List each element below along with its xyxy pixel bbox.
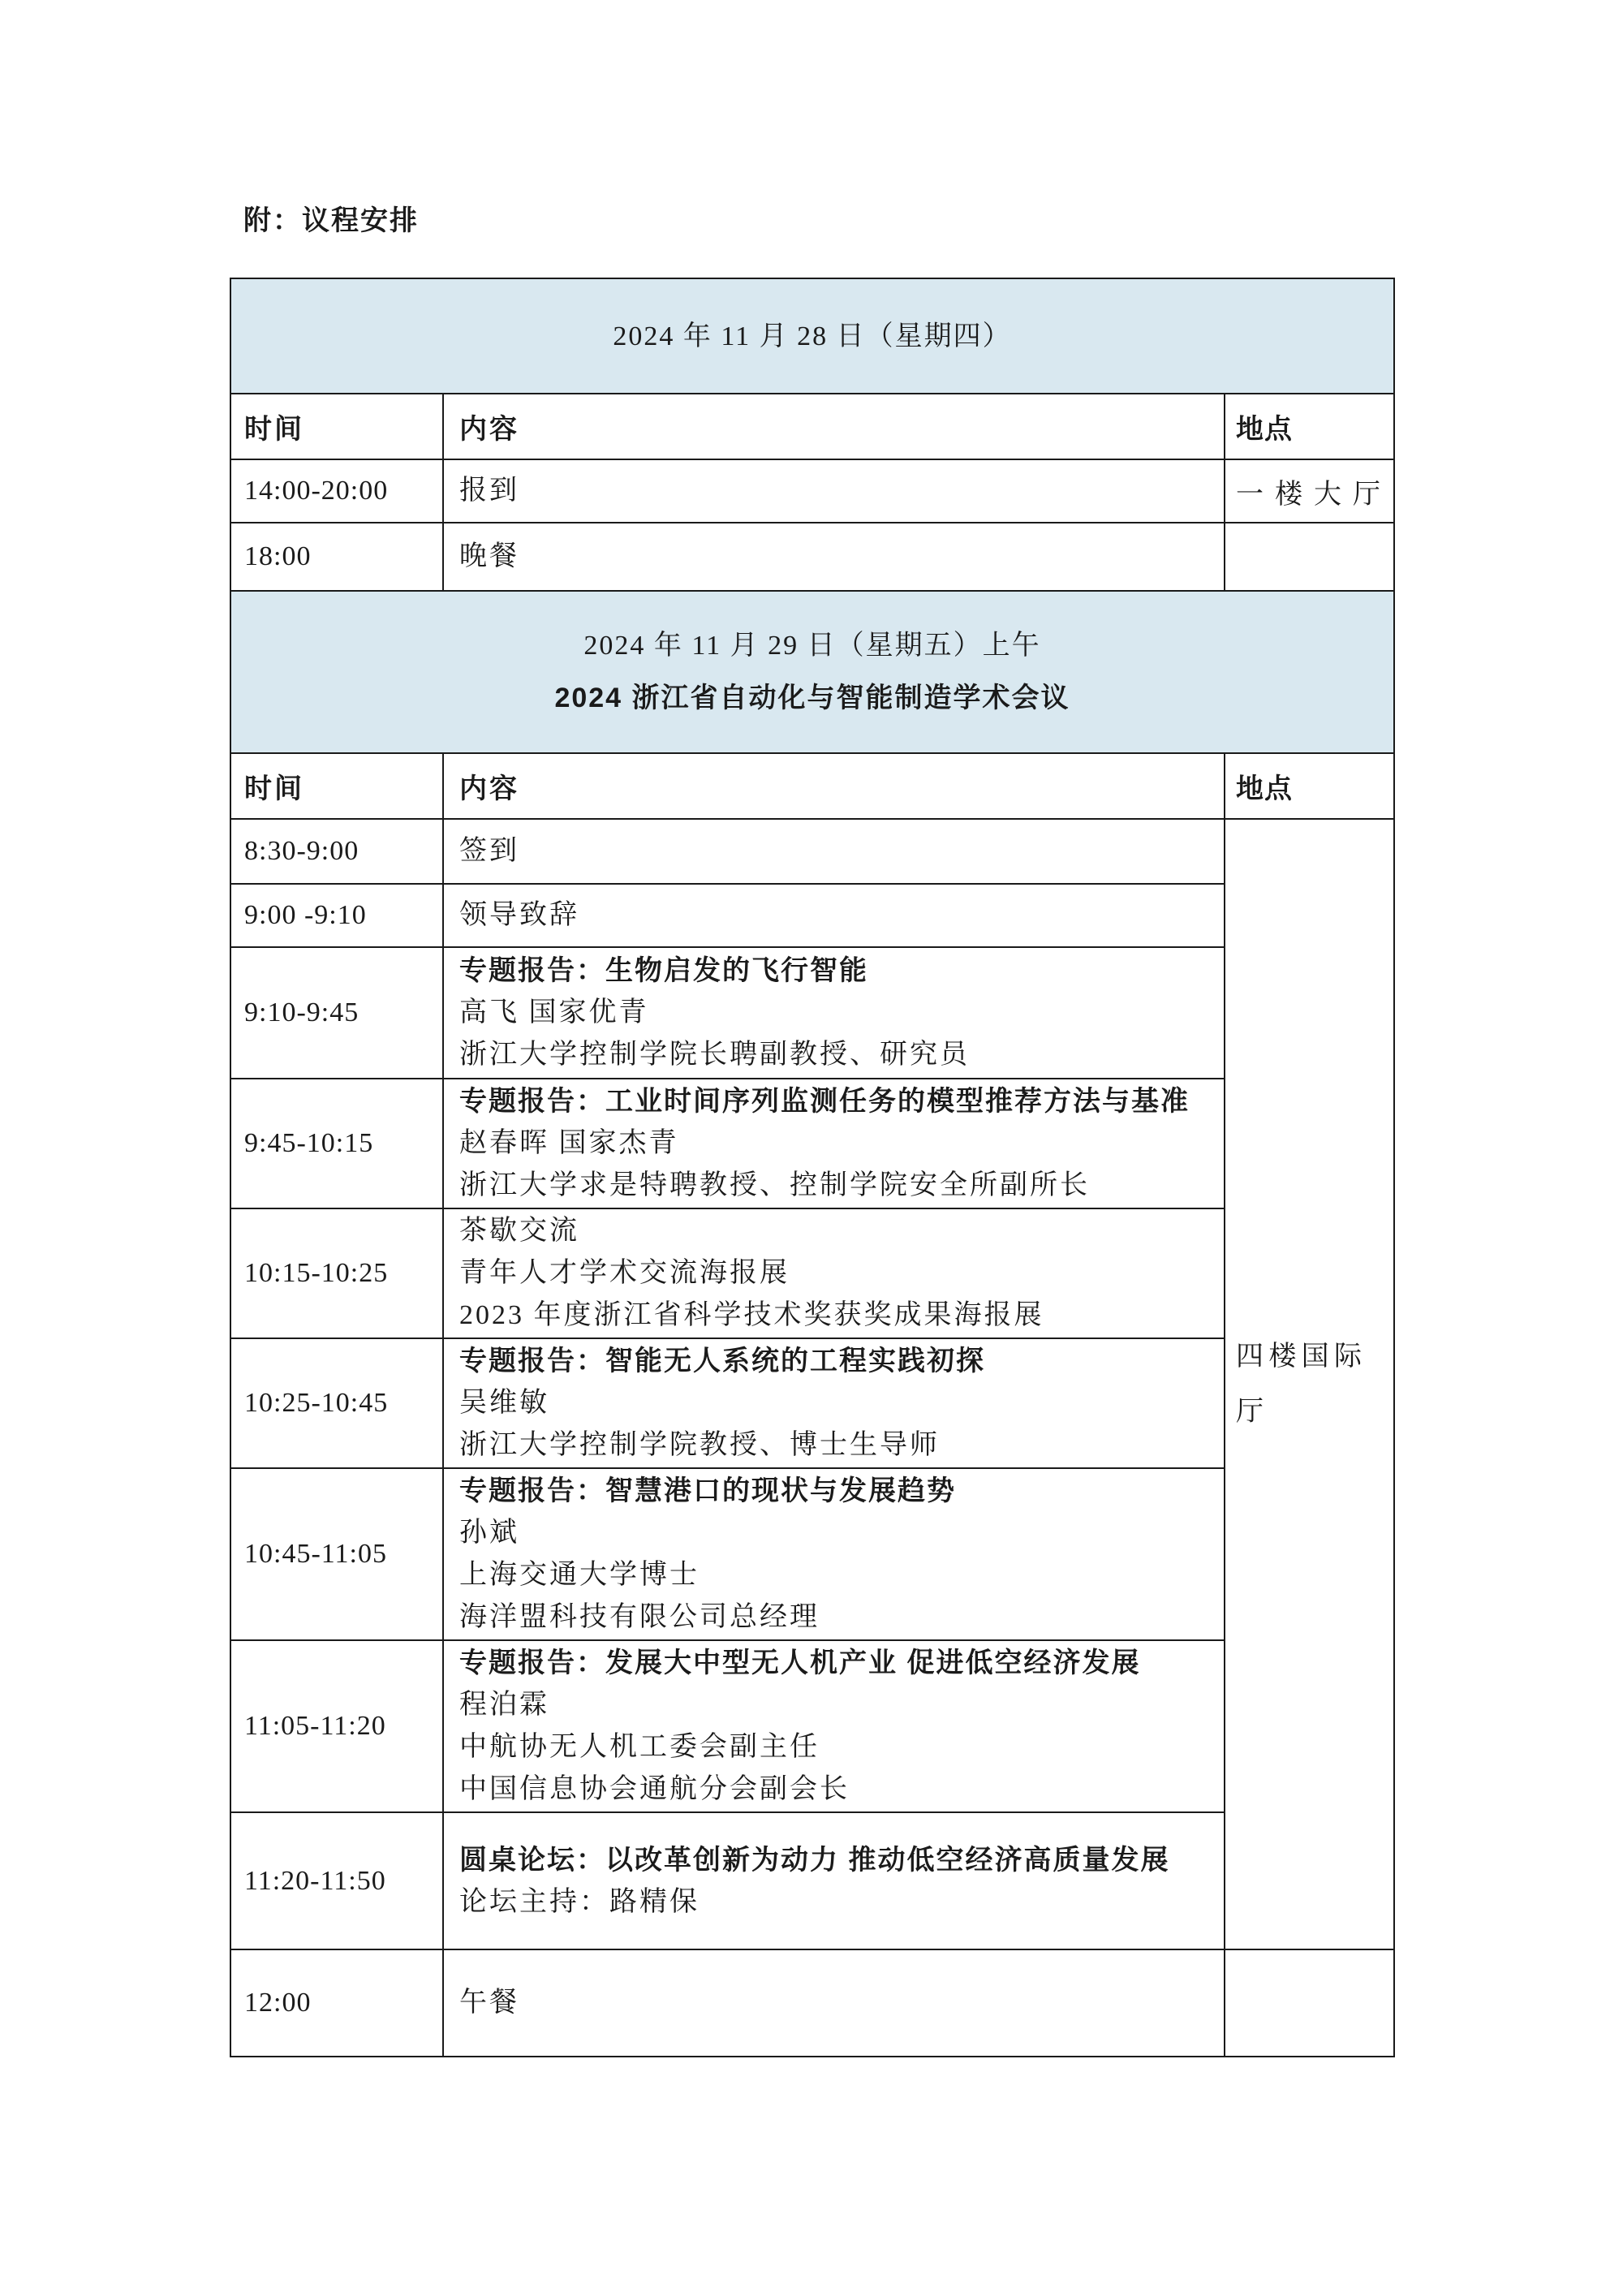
content-line: 茶歇交流 [459, 1216, 579, 1246]
section1-date-header-row [230, 278, 1394, 394]
table-row [230, 884, 1394, 947]
column-header-location: 地点 [1225, 753, 1394, 819]
time-cell: 10:15-10:25 [230, 1208, 443, 1338]
merged-location-cell [1225, 819, 1394, 1949]
section1-date-header [230, 278, 1394, 394]
content-cell [443, 1208, 1225, 1338]
table-row [230, 1949, 1394, 2057]
time-cell: 10:45-11:05 [230, 1468, 443, 1640]
content-cell [443, 459, 1225, 523]
table-row [230, 1812, 1394, 1949]
time-cell: 9:00 -9:10 [230, 884, 443, 947]
time-cell: 10:25-10:45 [230, 1338, 443, 1468]
time-cell: 18:00 [230, 523, 443, 591]
time-cell: 9:45-10:15 [230, 1079, 443, 1208]
session-title-line: 专题报告：发展大中型无人机产业 促进低空经济发展 [459, 1648, 1141, 1678]
speaker-line: 吴维敏 [459, 1388, 549, 1418]
table-row [230, 1640, 1394, 1812]
content-line: 青年人才学术交流海报展 [459, 1258, 790, 1288]
affiliation-line: 中国信息协会通航分会副会长 [459, 1774, 850, 1804]
location-cell [1225, 459, 1394, 523]
table-row [230, 819, 1394, 884]
table-row [230, 1208, 1394, 1338]
speaker-line: 程泊霖 [459, 1690, 549, 1720]
moderator-line: 论坛主持：路精保 [459, 1886, 700, 1917]
table-row [230, 1338, 1394, 1468]
time-cell: 11:05-11:20 [230, 1640, 443, 1812]
column-header-location: 地点 [1225, 394, 1394, 459]
content-cell [443, 947, 1225, 1079]
section2-date-header [230, 591, 1394, 753]
column-header-time: 时间 [230, 753, 443, 819]
affiliation-line: 上海交通大学博士 [459, 1560, 700, 1590]
section2-date-header-row [230, 591, 1394, 753]
content-cell [443, 1468, 1225, 1640]
table-row [230, 947, 1394, 1079]
time-cell: 11:20-11:50 [230, 1812, 443, 1949]
time-cell: 8:30-9:00 [230, 819, 443, 884]
agenda-table-container [230, 278, 1395, 2057]
content-cell [443, 1812, 1225, 1949]
affiliation-line: 浙江大学控制学院长聘副教授、研究员 [459, 1040, 970, 1070]
content-line: 2023 年度浙江省科学技术奖获奖成果海报展 [459, 1300, 1044, 1330]
location-cell-empty [1225, 523, 1394, 591]
content-cell [443, 884, 1225, 947]
table-row [230, 1079, 1394, 1208]
affiliation-line: 浙江大学控制学院教授、博士生导师 [459, 1430, 940, 1460]
time-cell: 14:00-20:00 [230, 459, 443, 523]
section1-column-header-row [230, 394, 1394, 459]
agenda-table [230, 278, 1395, 2057]
content-line: 晚餐 [459, 541, 519, 571]
affiliation-line: 中航协无人机工委会副主任 [459, 1732, 820, 1762]
column-header-time: 时间 [230, 394, 443, 459]
content-line: 签到 [459, 836, 519, 866]
content-line: 报到 [459, 476, 519, 506]
content-cell [443, 1949, 1225, 2057]
date-line: 2024 年 11 月 29 日（星期五）上午 [583, 631, 1041, 661]
content-line: 领导致辞 [459, 900, 579, 930]
location-text: 一楼大厅 [1236, 479, 1392, 510]
time-cell: 9:10-9:45 [230, 947, 443, 1079]
column-header-content: 内容 [443, 753, 1225, 819]
speaker-line: 高飞 国家优青 [459, 997, 649, 1027]
conference-name-line: 2024 浙江省自动化与智能制造学术会议 [554, 683, 1070, 713]
affiliation-line: 海洋盟科技有限公司总经理 [459, 1602, 820, 1632]
time-cell: 12:00 [230, 1949, 443, 2057]
column-header-content: 内容 [443, 394, 1225, 459]
table-row [230, 1468, 1394, 1640]
page-title: 附：议程安排 [243, 206, 419, 236]
content-cell [443, 1079, 1225, 1208]
location-text: 四楼国际厅 [1236, 1341, 1362, 1427]
session-title-line: 专题报告：生物启发的飞行智能 [459, 955, 868, 986]
content-cell [443, 1640, 1225, 1812]
date-line: 2024 年 11 月 28 日（星期四） [613, 321, 1012, 351]
session-title-line: 专题报告：工业时间序列监测任务的模型推荐方法与基准 [459, 1086, 1190, 1117]
affiliation-line: 浙江大学求是特聘教授、控制学院安全所副所长 [459, 1170, 1090, 1200]
table-row [230, 459, 1394, 523]
content-line: 午餐 [459, 1988, 519, 2018]
session-title-line: 专题报告：智能无人系统的工程实践初探 [459, 1346, 985, 1376]
speaker-line: 孙斌 [459, 1518, 519, 1548]
content-cell [443, 1338, 1225, 1468]
table-row [230, 523, 1394, 591]
location-cell-empty [1225, 1949, 1394, 2057]
session-title-line: 圆桌论坛：以改革创新为动力 推动低空经济高质量发展 [459, 1844, 1170, 1876]
speaker-line: 赵春晖 国家杰青 [459, 1128, 679, 1158]
session-title-line: 专题报告：智慧港口的现状与发展趋势 [459, 1475, 956, 1506]
content-cell [443, 819, 1225, 884]
content-cell [443, 523, 1225, 591]
section2-column-header-row [230, 753, 1394, 819]
